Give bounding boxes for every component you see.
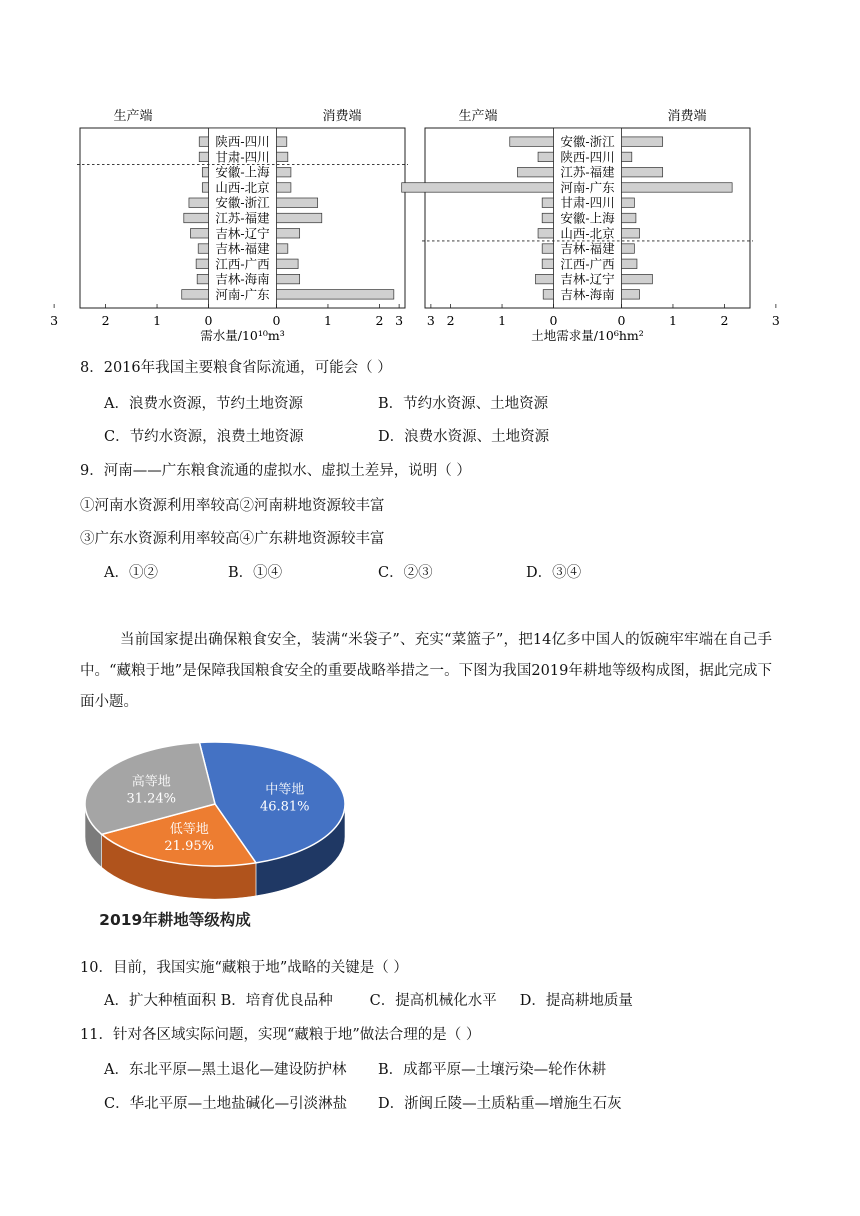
water-bar-consumption-4 [277,198,318,207]
question-8-option-d[interactable]: D．浪费水资源、土地资源 [378,429,550,445]
question-11-stem: 11．针对各区域实际问题，实现“藏粮于地”做法合理的是（ ） [80,1027,481,1043]
question-10-stem: 10．目前，我国实施“藏粮于地”战略的关键是（ ） [80,960,408,976]
land-category-label-0: 安徽-浙江 [560,134,615,150]
water-category-label-9: 吉林-海南 [215,271,270,287]
pie-label-2: 高等地 [131,774,171,790]
water-tick-right-0: 0 [272,313,281,328]
land-bar-production-7 [542,244,553,253]
land-bar-consumption-9 [622,274,653,283]
land-bar-consumption-6 [622,229,640,238]
land-x-axis-label: 土地需求量/10⁶hm² [531,328,644,343]
land-bar-production-4 [542,198,553,207]
water-bar-production-5 [184,213,209,222]
water-category-label-4: 安徽-浙江 [215,195,270,211]
question-9-statements-1: ①河南水资源利用率较高②河南耕地资源较丰富 [80,498,385,514]
land-tick-left-0: 3 [395,313,404,328]
land-category-label-5: 安徽-上海 [560,210,615,226]
water-bar-consumption-6 [277,229,300,238]
land-bar-consumption-1 [622,152,632,161]
land-category-label-9: 吉林-辽宁 [560,271,615,287]
farmland-grade-pie-chart [80,732,370,942]
water-category-label-3: 山西-北京 [215,179,270,195]
water-demand-chart [50,105,435,345]
question-11-option-a[interactable]: A．东北平原—黑土退化—建设防护林 [104,1062,347,1078]
question-9-option-c[interactable]: C．②③ [378,565,433,581]
land-bar-consumption-0 [622,137,663,146]
water-bar-consumption-5 [277,213,322,222]
land-bar-consumption-3 [622,183,733,192]
question-8-stem: 8．2016年我国主要粮食省际流通，可能会（ ） [80,360,392,376]
land-tick-left-1: 2 [446,313,455,328]
land-tick-left-3: 0 [549,313,558,328]
land-bar-production-6 [538,229,553,238]
water-x-axis-label: 需水量/10¹⁰m³ [200,328,285,343]
pie-label-0: 中等地 [265,782,305,798]
land-tick-right-0: 0 [617,313,626,328]
pie-label-1: 低等地 [169,821,209,837]
water-bar-production-4 [189,198,209,207]
water-bar-production-3 [202,183,208,192]
water-category-label-0: 陕西-四川 [215,134,270,150]
land-bar-consumption-5 [622,213,636,222]
question-8-option-b[interactable]: B．节约水资源、土地资源 [378,396,549,412]
question-8-option-c[interactable]: C．节约水资源，浪费土地资源 [104,429,304,445]
land-left-label: 生产端 [458,109,498,124]
land-category-label-4: 甘肃-四川 [560,195,615,211]
land-bar-production-3 [402,183,554,192]
question-11-option-c[interactable]: C．华北平原—土地盐碱化—引淡淋盐 [104,1096,348,1112]
land-category-label-10: 吉林-海南 [560,286,615,302]
land-demand-chart [395,105,780,345]
water-bar-consumption-1 [277,152,288,161]
water-tick-right-1: 1 [323,313,332,328]
land-bar-production-10 [543,290,553,299]
question-8-option-a[interactable]: A．浪费水资源，节约土地资源 [104,396,303,412]
question-11-option-b[interactable]: B．成都平原—土壤污染—轮作休耕 [378,1062,607,1078]
water-bar-consumption-10 [277,290,394,299]
water-bar-consumption-7 [277,244,288,253]
land-bar-production-2 [517,167,553,176]
question-9-option-b[interactable]: B．①④ [228,565,283,581]
land-bar-production-5 [542,213,553,222]
land-bar-production-0 [510,137,554,146]
water-category-label-10: 河南-广东 [215,286,270,302]
question-11-option-d[interactable]: D．浙闽丘陵—土质粘重—增施生石灰 [378,1096,622,1112]
land-tick-right-3: 3 [771,313,780,328]
question-9-option-a[interactable]: A．①② [104,565,158,581]
land-bar-consumption-4 [622,198,635,207]
water-tick-left-3: 0 [204,313,213,328]
land-bar-production-8 [542,259,553,268]
question-9-stem: 9．河南——广东粮食流通的虚拟水、虚拟土差异，说明（ ） [80,463,471,479]
land-category-label-7: 吉林-福建 [560,241,615,257]
water-bar-consumption-9 [277,274,300,283]
land-category-label-1: 陕西-四川 [560,149,615,165]
water-bar-consumption-0 [277,137,287,146]
water-bar-production-10 [182,290,209,299]
water-bar-production-1 [199,152,208,161]
land-tick-right-2: 2 [720,313,729,328]
land-bar-consumption-2 [622,167,663,176]
water-bar-production-6 [190,229,208,238]
land-tick-right-1: 1 [668,313,677,328]
water-bar-production-9 [197,274,208,283]
water-right-label: 消费端 [322,109,362,124]
land-right-label: 消费端 [667,109,707,124]
land-bar-production-1 [538,152,553,161]
water-bar-consumption-3 [277,183,291,192]
water-category-label-2: 安徽-上海 [215,164,270,180]
water-category-label-8: 江西-广西 [215,256,270,272]
water-category-label-7: 吉林-福建 [215,241,270,257]
question-10-options[interactable]: A．扩大种植面积 B．培育优良品种 C．提高机械化水平 D．提高耕地质量 [104,993,633,1009]
land-category-label-6: 山西-北京 [560,225,615,241]
water-tick-left-2: 1 [153,313,162,328]
land-bar-production-9 [535,274,553,283]
land-category-label-8: 江西-广西 [560,256,615,272]
pie-title: 2019年耕地等级构成 [99,911,251,929]
water-category-label-1: 甘肃-四川 [215,149,270,165]
water-tick-left-1: 2 [101,313,110,328]
land-bar-consumption-10 [622,290,640,299]
land-category-label-2: 江苏-福建 [560,164,615,180]
land-category-label-3: 河南-广东 [560,179,615,195]
water-tick-right-2: 2 [375,313,384,328]
water-bar-production-0 [199,137,208,146]
pie-value-label-1: 21.95% [164,838,214,854]
water-tick-right-3: 3 [426,313,435,328]
water-tick-left-0: 3 [50,313,59,328]
question-9-statements-2: ③广东水资源利用率较高④广东耕地资源较丰富 [80,531,385,547]
water-bar-consumption-2 [277,167,291,176]
water-bar-production-7 [198,244,208,253]
water-bar-consumption-8 [277,259,299,268]
water-category-label-5: 江苏-福建 [215,210,270,226]
water-category-label-6: 吉林-辽宁 [215,225,270,241]
water-bar-production-8 [196,259,208,268]
water-left-label: 生产端 [113,109,153,124]
pie-value-label-0: 46.81% [259,799,310,815]
water-bar-production-2 [202,167,208,176]
pie-value-label-2: 31.24% [126,791,177,807]
question-9-option-d[interactable]: D．③④ [526,565,582,581]
passage-text: 当前国家提出确保粮食安全，装满“米袋子”、充实“菜篮子”，把14亿多中国人的饭碗牢牢端在自己手中。“藏粮于地”是保障我国粮食安全的重要战略举措之一。下图为我国2019年耕地等级构成图，据此完成下面小题。 [80,632,772,710]
land-bar-consumption-8 [622,259,637,268]
land-bar-consumption-7 [622,244,635,253]
land-tick-left-2: 1 [498,313,507,328]
